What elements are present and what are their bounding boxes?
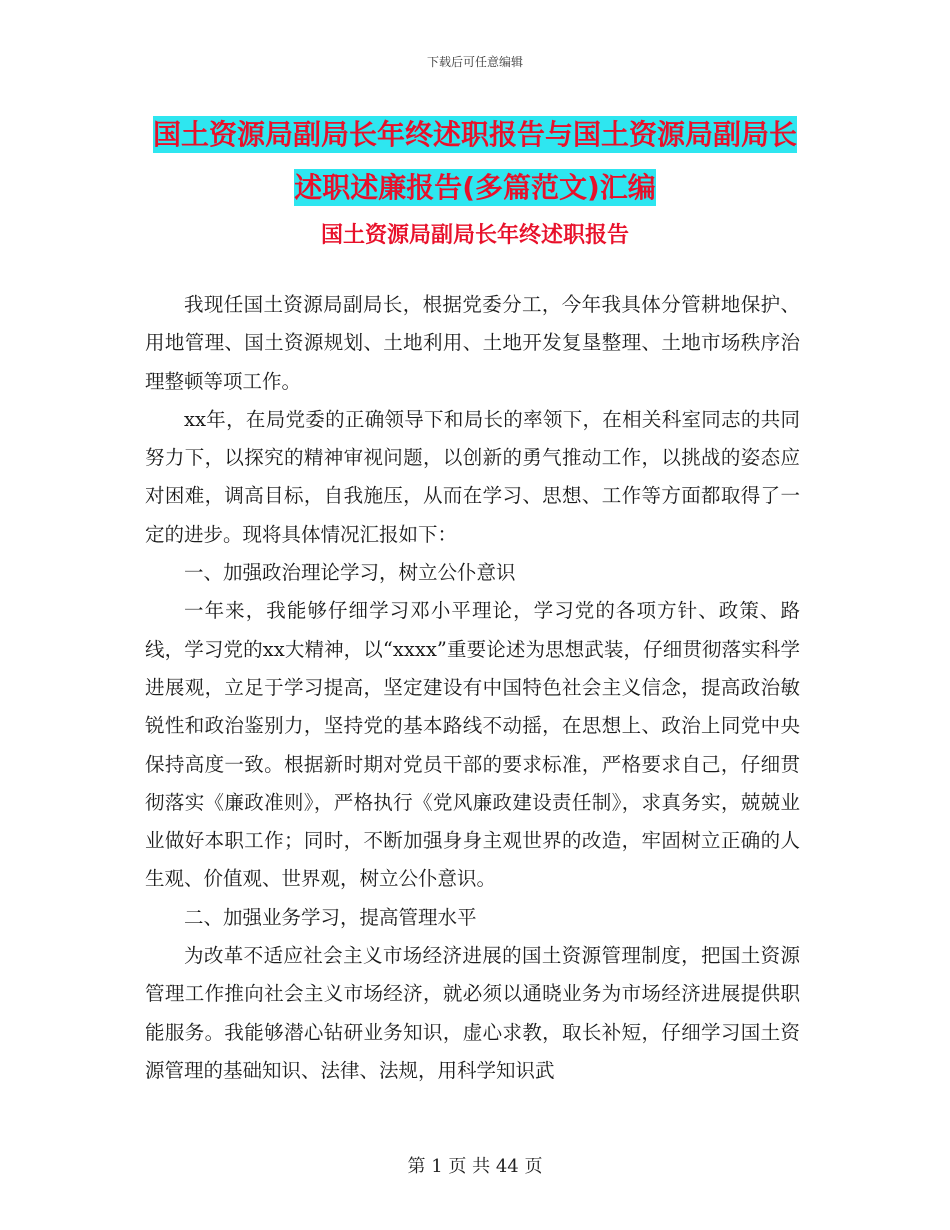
paragraph: 我现任国土资源局副局长，根据党委分工，今年我具体分管耕地保护、用地管理、国土资源规划、土地利用、土地开发复垦整理、土地市场秩序治理整顿等项工作。 [145,293,800,393]
page-footer: 第 1 页 共 44 页 [407,1156,543,1177]
title-line-1: 国土资源局副局长年终述职报告与国土资源局副局长 [152,118,797,151]
paragraph: 一年来，我能够仔细学习邓小平理论，学习党的各项方针、政策、路线，学习党的xx大精神，以“xxxx”重要论述为思想武装，仔细贯彻落实科学进展观，立足于学习提高，坚定建设有中国特色社会主义信念，提高政治敏锐性和政治鉴别力，坚持党的基本路线不动摇，在思想上、政治上同党中央保持高度一致。根据新时期对党员干部的要求标准，严格要求自己，仔细贯彻落实《廉政准则》，严格执行《党风廉政建设责任制》，求真务实，兢兢业业做好本职工作；同时，不断加强身身主观世界的改造，牢固树立正确的人生观、价值观、世界观，树立公仆意识。 [145,599,800,891]
document-body [145,286,800,1090]
paragraph: xx年，在局党委的正确领导下和局长的率领下，在相关科室同志的共同努力下，以探究的精神审视问题，以创新的勇气推动工作，以挑战的姿态应对困难，调高目标，自我施压，从而在学习、思想、工作等方面都取得了一定的进步。现将具体情况汇报如下： [145,407,800,546]
section-title: 国土资源局副局长年终述职报告 [320,223,629,248]
header-note: 下载后可任意编辑 [426,55,523,69]
paragraph: 为改革不适应社会主义市场经济进展的国土资源管理制度，把国土资源管理工作推向社会主义市场经济，就必须以通晓业务为市场经济进展提供职能服务。我能够潜心钻研业务知识，虚心求教，取长补短，仔细学习国土资源管理的基础知识、法律、法规，用科学知识武 [145,944,800,1082]
document-title [0,108,950,214]
section-heading: 二、加强业务学习，提高管理水平 [184,905,477,929]
section-heading: 一、加强政治理论学习，树立公仆意识 [184,561,516,585]
title-line-2: 述职述廉报告(多篇范文)汇编 [294,171,656,204]
